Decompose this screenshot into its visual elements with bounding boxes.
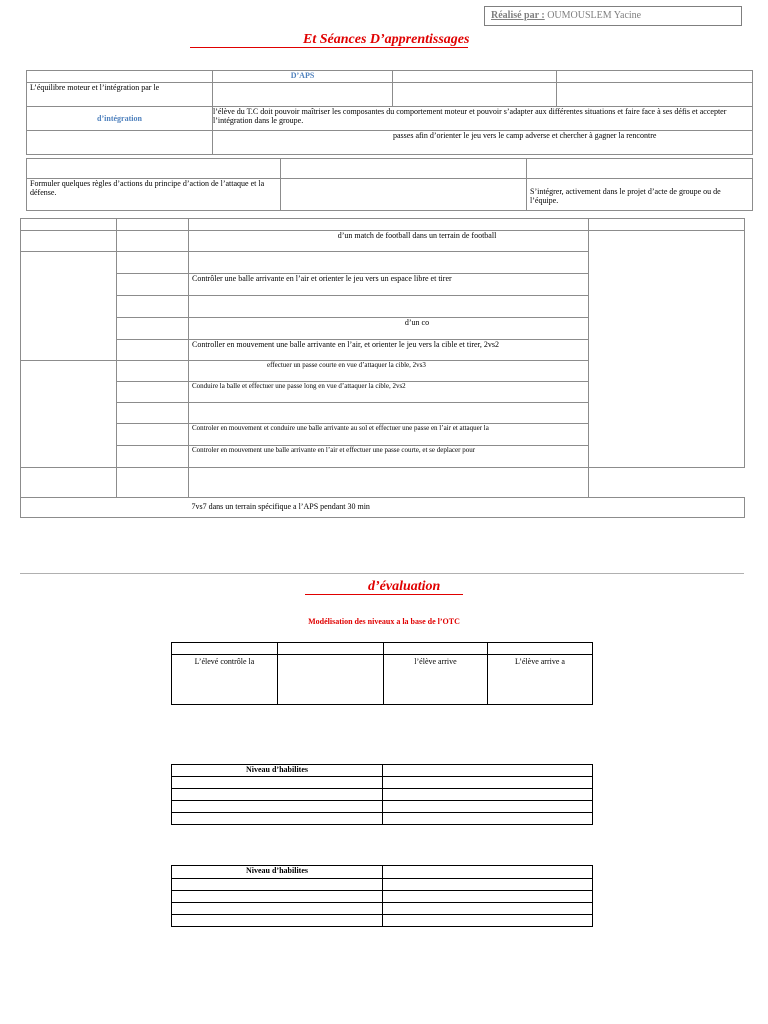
t1-cell xyxy=(557,71,753,83)
author-label: Réalisé par : xyxy=(491,10,545,21)
daps-label: D’APS xyxy=(213,71,393,83)
levels-table-2 xyxy=(171,865,593,927)
rules-table xyxy=(26,158,753,211)
session-row: Contrôler une balle arrivante en l’air et orienter le jeu vers un espace libre et tirer xyxy=(189,274,589,296)
t1b-cell xyxy=(281,159,527,179)
integration-label: d’intégration xyxy=(27,107,213,131)
levels-header: Niveau d’habilites xyxy=(172,765,383,777)
rules-text: Formuler quelques règles d’actions du principe d’action de l’attaque et la défense. xyxy=(27,179,281,211)
t1b-cell xyxy=(27,159,281,179)
session-final: 7vs7 dans un terrain spécifique a l’APS pendant 30 min xyxy=(189,498,745,518)
t1-cell xyxy=(557,83,753,107)
session-row: d’un match de football dans un terrain de football xyxy=(189,231,589,252)
session-row: Conduire la balle et effectuer une passe long en vue d’attaquer la cible, 2vs2 xyxy=(189,382,589,403)
otc-cell-4: L’élève arrive a xyxy=(488,655,593,705)
t1-cell xyxy=(27,131,213,155)
sessions-table xyxy=(20,218,745,518)
section-divider xyxy=(20,573,744,574)
t1-cell xyxy=(393,83,557,107)
objectives-table xyxy=(26,70,753,159)
title2: d’évaluation xyxy=(368,579,441,594)
otc-cell-1: L’élevé contrôle la xyxy=(172,655,278,705)
levels-table-1 xyxy=(171,764,593,825)
session-row: Controller en mouvement une balle arrivante en l’air, et orienter le jeu vers la cible et tirer, 2vs2 xyxy=(189,340,589,361)
session-row: Controler en mouvement et conduire une balle arrivante au sol et effectuer une passe en l’air et attaquer la xyxy=(189,424,589,446)
t1b-cell xyxy=(527,159,753,179)
title1: Et Séances D’apprentissages xyxy=(303,32,470,47)
integrate-text: S’intégrer, activement dans le projet d’acte de groupe ou de l’équipe. xyxy=(527,179,753,211)
otc-levels-table xyxy=(171,642,593,705)
row1-label: L’équilibre moteur et l’intégration par le xyxy=(27,83,213,107)
t1-cell xyxy=(393,71,557,83)
t1-cell xyxy=(213,83,393,107)
t1b-cell xyxy=(281,179,527,211)
subtitle: Modélisation des niveaux a la base de l’OTC xyxy=(308,617,460,626)
sessions-side-cell xyxy=(589,231,745,468)
passes-text: passes afin d’orienter le jeu vers le camp adverse et chercher à gagner la rencontre xyxy=(213,131,753,155)
session-row: effectuer un passe courte en vue d’attaquer la cible, 2vs3 xyxy=(189,361,589,382)
t1-cell xyxy=(27,71,213,83)
otc-cell-3: l’élève arrive xyxy=(384,655,488,705)
session-row: d’un co xyxy=(189,318,589,340)
author-box xyxy=(484,6,742,26)
session-row: Controler en mouvement une balle arrivante en l’air et effectuer une passe courte, et se deplacer pour xyxy=(189,446,589,468)
levels-header: Niveau d’habilites xyxy=(172,866,383,879)
author-name: OUMOUSLEM Yacine xyxy=(547,10,642,21)
objective-text: l’élève du T.C doit pouvoir maîtriser les composantes du comportement moteur et pouvoir s’adapter aux différentes situations et faire face à ses défis et accepter l’intégration dans le groupe. xyxy=(213,107,753,131)
